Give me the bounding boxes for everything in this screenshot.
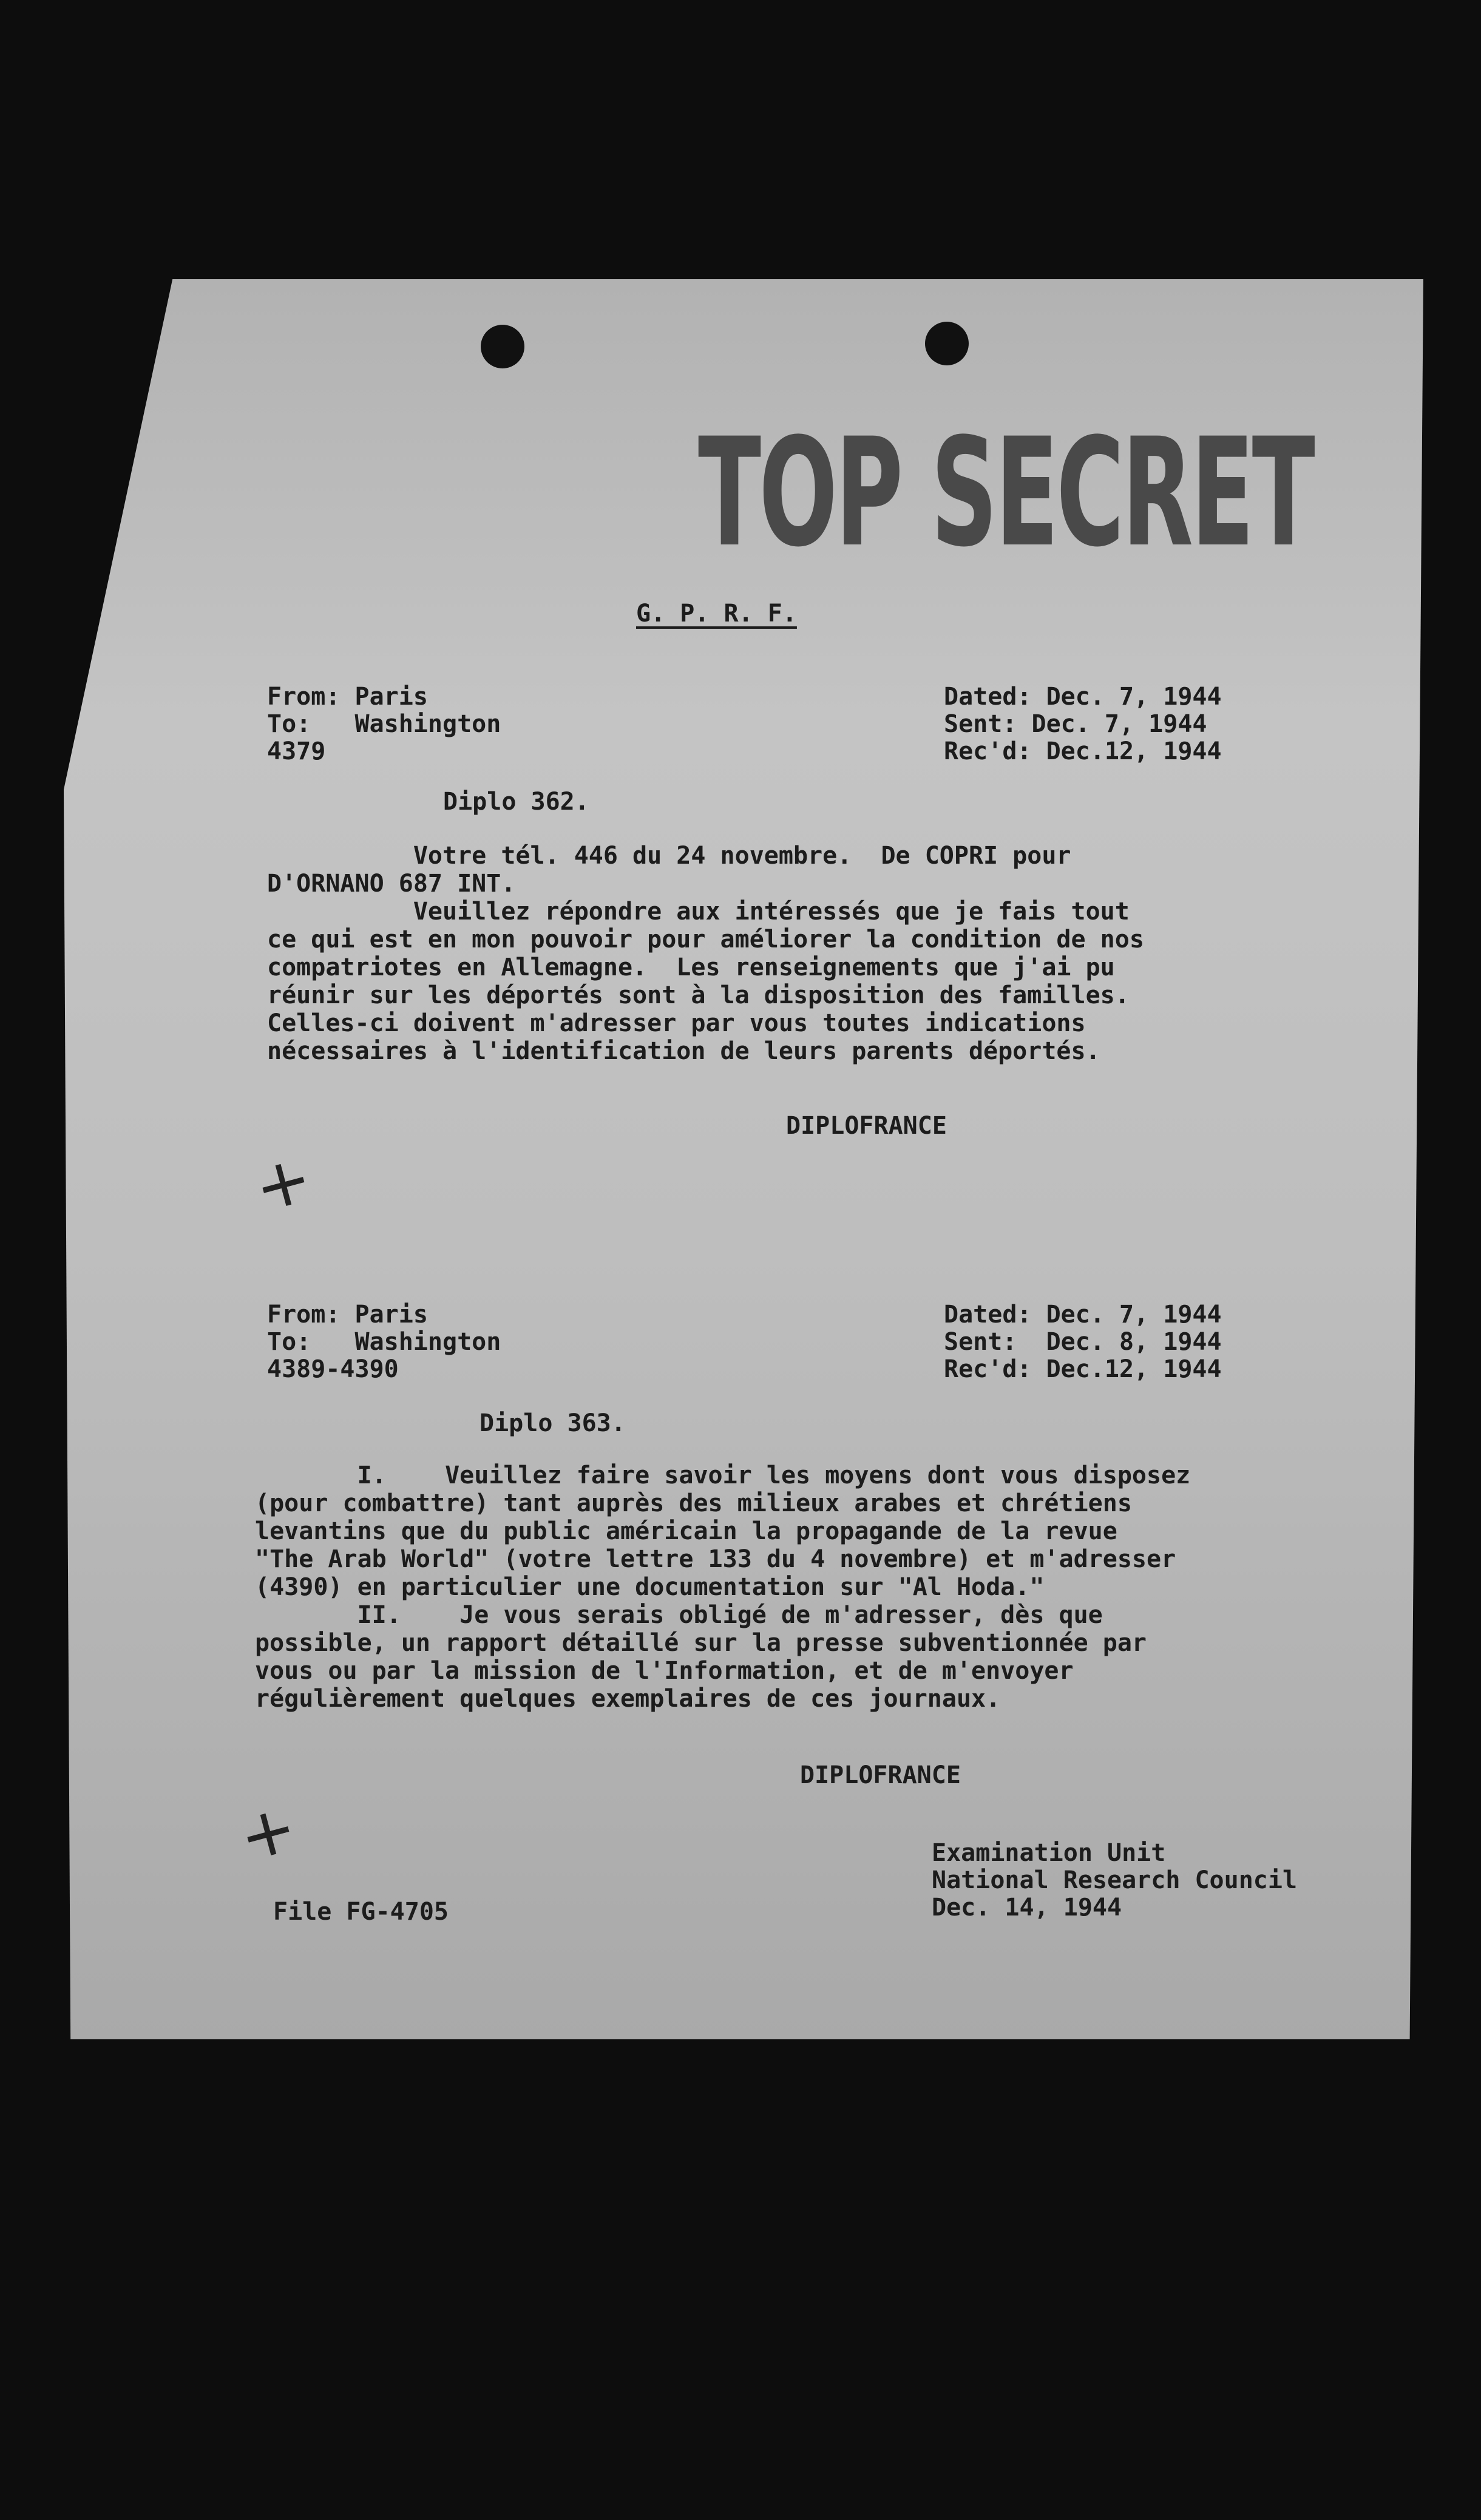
footer-date: Dec. 14, 1944 <box>932 1894 1122 1922</box>
msg1-sent: Sent: Dec. 7, 1944 <box>944 710 1207 738</box>
msg2-received: Rec'd: Dec.12, 1944 <box>944 1355 1222 1383</box>
msg1-received: Rec'd: Dec.12, 1944 <box>944 737 1222 765</box>
msg1-body-line: Votre tél. 446 du 24 novembre. De COPRI pour <box>267 842 1071 870</box>
top-secret-stamp: TOP SECRET <box>698 407 1313 580</box>
msg2-number: 4389-4390 <box>267 1355 399 1383</box>
msg1-body-line: réunir sur les déportés sont à la disposition des familles. <box>267 981 1130 1009</box>
msg2-body-line: vous ou par la mission de l'Information, et de m'envoyer <box>255 1657 1074 1685</box>
msg2-diplo: Diplo 363. <box>480 1409 626 1437</box>
msg2-body-line: I. Veuillez faire savoir les moyens dont vous disposez <box>255 1462 1191 1489</box>
msg1-from: From: Paris <box>267 683 428 711</box>
msg2-dated: Dated: Dec. 7, 1944 <box>944 1301 1222 1329</box>
msg2-body-line: II. Je vous serais obligé de m'adresser, dès que <box>255 1601 1103 1629</box>
handwritten-mark: + <box>246 1138 320 1228</box>
msg1-body-line: D'ORNANO 687 INT. <box>267 870 516 898</box>
footer-council: National Research Council <box>932 1866 1298 1894</box>
msg2-body <box>255 1462 1190 1713</box>
msg1-body-line: nécessaires à l'identification de leurs parents déportés. <box>267 1037 1100 1065</box>
msg1-number: 4379 <box>267 737 326 765</box>
msg2-body-line: (pour combattre) tant auprès des milieux arabes et chrétiens <box>255 1489 1132 1517</box>
document-heading: G. P. R. F. <box>636 600 797 628</box>
msg2-body-line: (4390) en particulier une documentation sur "Al Hoda." <box>255 1573 1045 1601</box>
msg1-to: To: Washington <box>267 710 501 738</box>
msg1-dated: Dated: Dec. 7, 1944 <box>944 683 1222 711</box>
footer-unit: Examination Unit <box>932 1839 1166 1867</box>
handwritten-mark: + <box>231 1787 305 1877</box>
msg2-sent: Sent: Dec. 8, 1944 <box>944 1328 1222 1356</box>
msg1-body-line: Celles-ci doivent m'adresser par vous toutes indications <box>267 1009 1086 1037</box>
msg2-body-line: "The Arab World" (votre lettre 133 du 4 novembre) et m'adresser <box>255 1545 1176 1573</box>
msg2-body-line: levantins que du public américain la propagande de la revue <box>255 1517 1117 1545</box>
footer-file: File FG-4705 <box>273 1898 449 1926</box>
punch-hole <box>481 325 524 368</box>
msg2-to: To: Washington <box>267 1328 501 1356</box>
msg1-body-line: ce qui est en mon pouvoir pour améliorer la condition de nos <box>267 926 1144 953</box>
msg1-body <box>267 842 1144 1065</box>
punch-hole <box>925 322 969 365</box>
msg2-signature: DIPLOFRANCE <box>800 1761 961 1789</box>
msg2-from: From: Paris <box>267 1301 428 1329</box>
msg2-body-line: possible, un rapport détaillé sur la presse subventionnée par <box>255 1629 1147 1657</box>
msg1-body-line: Veuillez répondre aux intéressés que je fais tout <box>267 898 1130 926</box>
msg2-body-line: régulièrement quelques exemplaires de ces journaux. <box>255 1685 1001 1713</box>
msg1-diplo: Diplo 362. <box>443 788 589 816</box>
msg1-body-line: compatriotes en Allemagne. Les renseignements que j'ai pu <box>267 953 1115 981</box>
msg1-signature: DIPLOFRANCE <box>786 1112 947 1140</box>
